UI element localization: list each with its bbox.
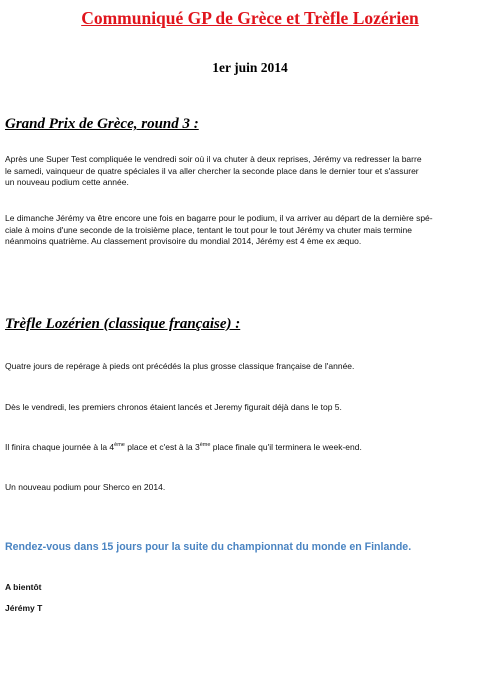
text-line: Le dimanche Jérémy va être encore une fois en bagarre pour le podium, il va arriver au départ de la dernière spé- bbox=[5, 213, 433, 223]
text-line: néanmoins quatrième. Au classement provisoire du mondial 2014, Jérémy est 4 ème ex æquo. bbox=[5, 236, 362, 246]
superscript: ème bbox=[114, 442, 125, 448]
section-heading-trefle: Trèfle Lozérien (classique française) : bbox=[5, 316, 241, 332]
superscript: ème bbox=[199, 442, 211, 448]
text-line: le samedi, vainqueur de quatre spéciales il va aller chercher la seconde place dans le dernier tour et s'assurer bbox=[5, 165, 419, 176]
text-fragment: place finale qu'il terminera le week-end. bbox=[210, 442, 362, 452]
text-fragment: Il finira chaque journée à la 4 bbox=[5, 442, 115, 452]
paragraph-trefle-result bbox=[5, 442, 493, 454]
text-line: un nouveau podium cette année. bbox=[5, 177, 129, 187]
section-heading-gp-grece: Grand Prix de Grèce, round 3 : bbox=[5, 116, 199, 132]
text-line: ciale à moins d'une seconde de la troisième place, tentant le tout pour le tout Jérémy va chuter mais termine bbox=[5, 224, 413, 235]
signature: Jérémy T bbox=[5, 603, 43, 613]
paragraph-gp-sunday bbox=[5, 213, 493, 248]
document-date: 1er juin 2014 bbox=[212, 60, 288, 75]
text-line: Après une Super Test compliquée le vendredi soir où il va chuter à deux reprises, Jérémy va redresser la barre bbox=[5, 154, 422, 164]
rendezvous-line: Rendez-vous dans 15 jours pour la suite du championnat du monde en Finlande. bbox=[5, 541, 412, 553]
paragraph-trefle-chronos: Dès le vendredi, les premiers chronos étaient lancés et Jeremy figurait déjà dans le top 5. bbox=[5, 402, 342, 412]
paragraph-gp-saturday bbox=[5, 154, 493, 189]
closing-greeting: A bientôt bbox=[5, 582, 42, 592]
paragraph-sherco-podium: Un nouveau podium pour Sherco en 2014. bbox=[5, 482, 166, 492]
paragraph-trefle-reperage: Quatre jours de repérage à pieds ont précédés la plus grosse classique française de l'année. bbox=[5, 361, 355, 371]
text-fragment: place et c'est à la 3 bbox=[124, 442, 200, 452]
document-title: Communiqué GP de Grèce et Trèfle Lozérien bbox=[81, 8, 419, 28]
